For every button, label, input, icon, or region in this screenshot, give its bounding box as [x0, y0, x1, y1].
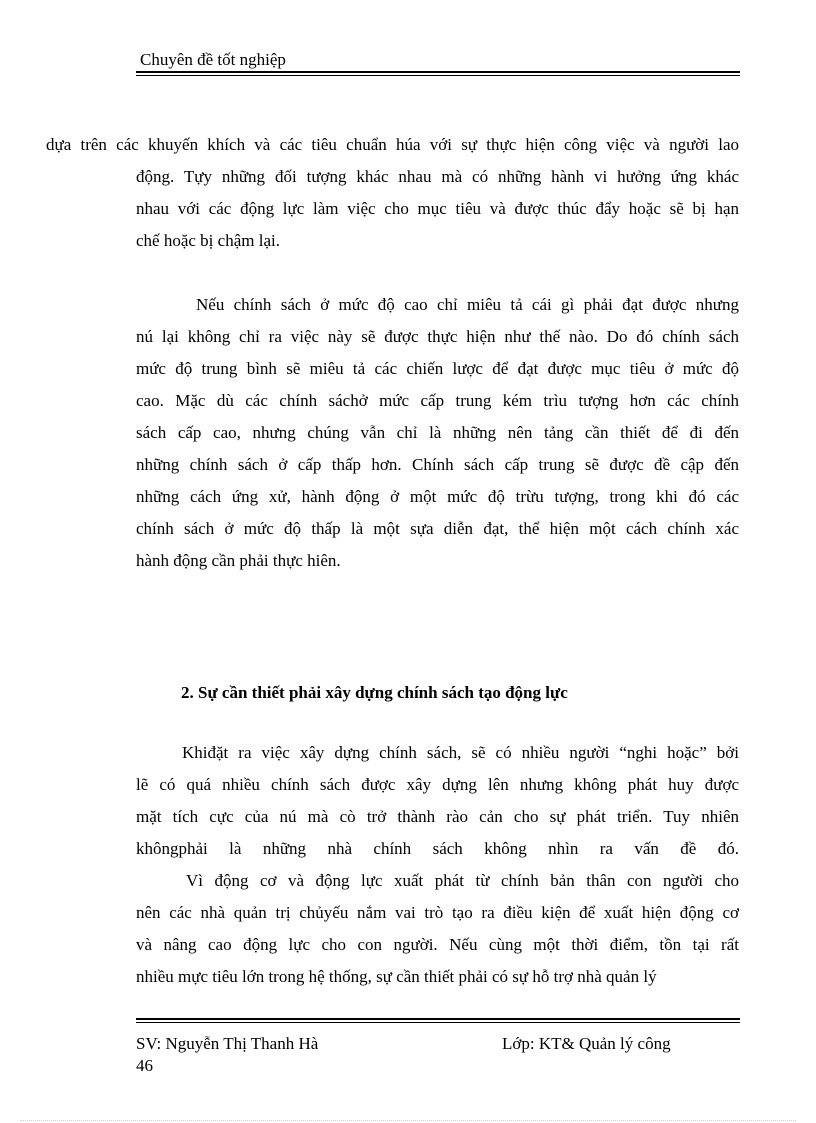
text-line: nú lại không chỉ ra việc này sẽ được thực hiện như thế nào. Do đó chính sách: [136, 327, 739, 346]
text-line: Khiđặt ra việc xây dựng chính sách, sẽ có nhiều người “nghi hoặc” bởi: [182, 743, 739, 762]
text-line: nhau với các động lực làm việc cho mục tiêu và được thúc đẩy hoặc sẽ bị hạn: [136, 199, 739, 218]
text-line: chính sách ở mức độ thấp là một sựa diễn đạt, thể hiện một cách chính xác: [136, 519, 739, 538]
text-line: mặt tích cực của nú mà cò trở thành rào cản cho sự phát triển. Tuy nhiên: [136, 807, 739, 826]
header-rule: [136, 71, 740, 76]
text-line: lẽ có quá nhiều chính sách được xây dựng lên nhưng không phát huy được: [136, 775, 739, 794]
text-line: chế hoặc bị chậm lại.: [136, 231, 280, 250]
text-line: và nâng cao động lực cho con người. Nếu cùng một thời điểm, tồn tại rất: [136, 935, 739, 954]
text-line: những chính sách ở cấp thấp hơn. Chính sách cấp trung sẽ được đề cập đến: [136, 455, 739, 474]
footer-rule: [136, 1018, 740, 1023]
text-line: sách cấp cao, nhưng chúng vẫn chỉ là những nên tảng cần thiết để đi đến: [136, 423, 739, 442]
footer-class: Lớp: KT& Quản lý công: [502, 1034, 671, 1053]
text-line: khôngphải là những nhà chính sách không nhìn ra vấn đề đó.: [136, 839, 739, 858]
text-line: nhiều mực tiêu lớn trong hệ thống, sự cần thiết phải có sự hỗ trợ nhà quản lý: [136, 967, 657, 986]
text-line: những cách ứng xử, hành động ở một mức độ trừu tượng, trong khi đó các: [136, 487, 739, 506]
page-edge-divider: [20, 1120, 796, 1121]
text-line: dựa trên các khuyến khích và các tiêu chuẩn húa với sự thực hiện công việc và người lao: [46, 135, 739, 154]
footer-student: SV: Nguyễn Thị Thanh Hà: [136, 1034, 319, 1053]
text-line: mức độ trung bình sẽ miêu tả các chiến lược để đạt được mục tiêu ở mức độ: [136, 359, 739, 378]
text-line: nên các nhà quản trị chủyếu nắm vai trò tạo ra điều kiện để xuất hiện động cơ: [136, 903, 739, 922]
text-line: cao. Mặc dù các chính sáchở mức cấp trung kém trìu tượng hơn các chính: [136, 391, 739, 410]
text-line: hành động cần phải thực hiên.: [136, 551, 341, 570]
page-number: 46: [136, 1056, 153, 1075]
text-line: Nếu chính sách ở mức độ cao chỉ miêu tả cái gì phải đạt được nhưng: [196, 295, 739, 314]
section-heading: 2. Sự cần thiết phải xây dựng chính sách tạo động lực: [181, 683, 568, 702]
header-title: Chuyên đề tốt nghiệp: [140, 50, 286, 69]
text-line: Vì động cơ và động lực xuất phát từ chính bản thân con người cho: [186, 871, 739, 890]
text-line: động. Tựy những đối tượng khác nhau mà có những hành vi hưởng ứng khác: [136, 167, 739, 186]
